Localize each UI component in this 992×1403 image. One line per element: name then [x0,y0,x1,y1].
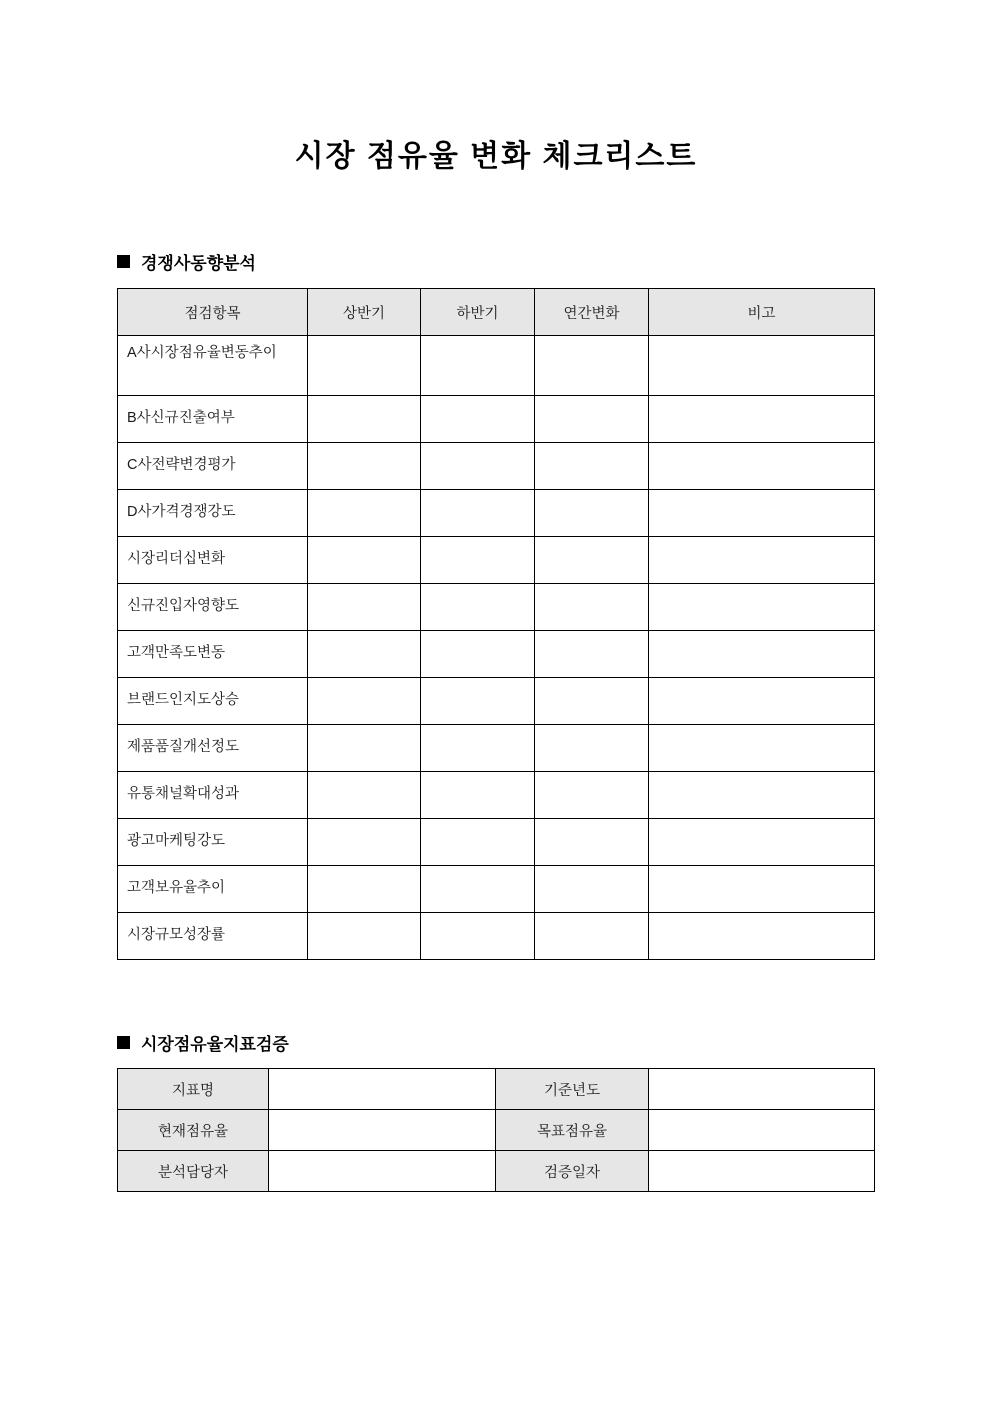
cell-annual-change[interactable] [535,584,649,631]
value-current-share[interactable] [269,1110,496,1151]
page-title: 시장 점유율 변화 체크리스트 [294,140,698,173]
table-row [118,725,875,772]
table-row [118,336,875,396]
cell-item: C사전략변경평가 [118,443,308,490]
cell-note[interactable] [649,396,875,443]
cell-note[interactable] [649,490,875,537]
cell-second-half[interactable] [421,772,535,819]
table-row [118,866,875,913]
value-base-year[interactable] [649,1069,875,1110]
cell-second-half[interactable] [421,819,535,866]
cell-note[interactable] [649,913,875,960]
cell-note[interactable] [649,678,875,725]
cell-second-half[interactable] [421,537,535,584]
label-verification-date: 검증일자 [496,1151,649,1192]
cell-annual-change[interactable] [535,866,649,913]
cell-first-half[interactable] [308,866,421,913]
cell-first-half[interactable] [308,631,421,678]
cell-note[interactable] [649,819,875,866]
value-target-share[interactable] [649,1110,875,1151]
table-row [118,678,875,725]
cell-second-half[interactable] [421,396,535,443]
cell-first-half[interactable] [308,443,421,490]
cell-first-half[interactable] [308,336,421,396]
cell-first-half[interactable] [308,725,421,772]
table-row [118,443,875,490]
cell-second-half[interactable] [421,336,535,396]
cell-first-half[interactable] [308,819,421,866]
cell-item: D사가격경쟁강도 [118,490,308,537]
value-indicator-name[interactable] [269,1069,496,1110]
cell-first-half[interactable] [308,584,421,631]
cell-first-half[interactable] [308,537,421,584]
value-verification-date[interactable] [649,1151,875,1192]
table-header-row [118,289,875,336]
cell-note[interactable] [649,772,875,819]
cell-note[interactable] [649,631,875,678]
table-row [118,1151,875,1192]
table-row [118,1110,875,1151]
cell-second-half[interactable] [421,913,535,960]
cell-item: 제품품질개선정도 [118,725,308,772]
table-row [118,1069,875,1110]
value-analyst[interactable] [269,1151,496,1192]
filled-square-bullet-icon [117,255,130,268]
cell-annual-change[interactable] [535,336,649,396]
section-heading-label: 경쟁사동향분석 [141,254,256,273]
cell-annual-change[interactable] [535,631,649,678]
table-row [118,631,875,678]
cell-item: 광고마케팅강도 [118,819,308,866]
cell-item: 시장리더십변화 [118,537,308,584]
table-row [118,772,875,819]
cell-item: B사신규진출여부 [118,396,308,443]
cell-first-half[interactable] [308,772,421,819]
cell-annual-change[interactable] [535,725,649,772]
cell-second-half[interactable] [421,866,535,913]
cell-first-half[interactable] [308,913,421,960]
cell-item: 브랜드인지도상승 [118,678,308,725]
cell-annual-change[interactable] [535,396,649,443]
cell-second-half[interactable] [421,443,535,490]
label-base-year: 기준년도 [496,1069,649,1110]
cell-item: 유통채널확대성과 [118,772,308,819]
table-row [118,819,875,866]
cell-first-half[interactable] [308,490,421,537]
section-heading-market-share-verification [117,1030,289,1055]
cell-annual-change[interactable] [535,537,649,584]
cell-note[interactable] [649,866,875,913]
cell-annual-change[interactable] [535,490,649,537]
label-current-share: 현재점유율 [118,1110,269,1151]
cell-annual-change[interactable] [535,819,649,866]
label-target-share: 목표점유율 [496,1110,649,1151]
cell-item: 고객보유율추이 [118,866,308,913]
cell-second-half[interactable] [421,631,535,678]
cell-annual-change[interactable] [535,678,649,725]
column-header-note: 비고 [649,289,875,336]
column-header-item: 점검항목 [118,289,308,336]
cell-annual-change[interactable] [535,443,649,490]
section-heading-label: 시장점유율지표검증 [141,1035,289,1054]
table-row [118,396,875,443]
cell-annual-change[interactable] [535,913,649,960]
market-share-verification-table [117,1068,875,1192]
cell-note[interactable] [649,537,875,584]
label-indicator-name: 지표명 [118,1069,269,1110]
cell-second-half[interactable] [421,490,535,537]
cell-second-half[interactable] [421,584,535,631]
cell-item: 신규진입자영향도 [118,584,308,631]
cell-first-half[interactable] [308,396,421,443]
section-heading-competitor-analysis [117,249,256,274]
column-header-second-half: 하반기 [421,289,535,336]
label-analyst: 분석담당자 [118,1151,269,1192]
cell-item: A사시장점유율변동추이 [118,336,308,396]
cell-note[interactable] [649,443,875,490]
table-row [118,537,875,584]
cell-item: 시장규모성장률 [118,913,308,960]
filled-square-bullet-icon [117,1036,130,1049]
cell-second-half[interactable] [421,678,535,725]
competitor-analysis-table [117,288,875,960]
cell-note[interactable] [649,725,875,772]
table-row [118,490,875,537]
cell-second-half[interactable] [421,725,535,772]
cell-item: 고객만족도변동 [118,631,308,678]
cell-note[interactable] [649,336,875,396]
cell-note[interactable] [649,584,875,631]
column-header-annual-change: 연간변화 [535,289,649,336]
cell-first-half[interactable] [308,678,421,725]
cell-annual-change[interactable] [535,772,649,819]
table-row [118,584,875,631]
table-row [118,913,875,960]
column-header-first-half: 상반기 [308,289,421,336]
